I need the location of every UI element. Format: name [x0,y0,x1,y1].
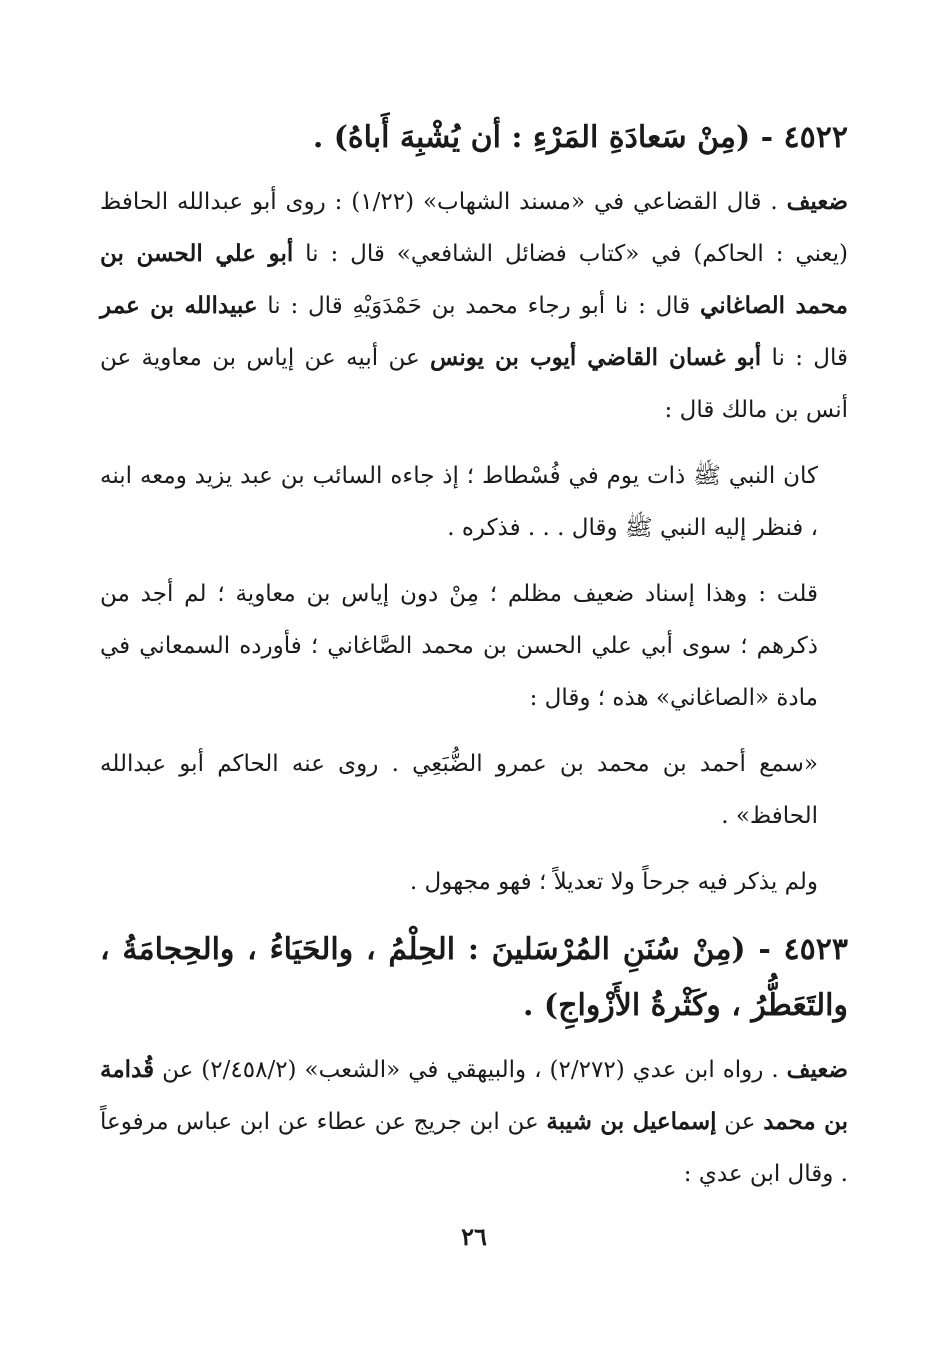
narrator-name: قُدامة بن محمد [100,1056,849,1135]
commentary-paragraph: قلت : وهذا إسناد ضعيف مظلم ؛ مِنْ دون إياس بن معاوية ؛ لم أجد من ذكرهم ؛ سوى أبي علي الحسن بن محمد الصَّاغاني ؛ فأورده السمعاني في مادة «الصاغاني» هذه ؛ وقال : [100,581,818,711]
hadith-heading-4522: ٤٥٢٢ - (مِنْ سَعادَةِ المَرْءِ : أن يُشْبِهَ أَباهُ) . [312,120,848,155]
hadith-heading-4523: ٤٥٢٣ - (مِنْ سُنَنِ المُرْسَلينَ : الحِلْمُ ، والحَيَاءُ ، والحِجامَةُ ، والتَعَطُّرُ ، وكَثْرةُ الأَزْواجِ) . [100,932,848,1023]
narrator-name: أبو غسان القاضي أيوب بن يونس [430,344,762,371]
takhrij-paragraph-4523 [100,1044,848,1200]
text-run: قال : نا [761,345,849,371]
narrator-name: أبو علي الحسن بن محمد الصاغاني [100,240,848,319]
narrator-name: إسماعيل بن شيبة [546,1108,717,1135]
grade-label: ضعيف [786,188,848,215]
page-number: ٢٦ [461,1222,487,1251]
text-run: عن [716,1109,764,1135]
grade-label: ضعيف [786,1056,849,1083]
text-run: عن أبيه عن إياس بن معاوية عن أنس بن مالك قال : [100,345,848,423]
text-run: عن ابن جريج عن عطاء عن ابن عباس مرفوعاً . وقال ابن عدي : [100,1109,848,1187]
text-run: قال : نا أبو رجاء محمد بن حَمْدَوَيْهِ قال : نا [257,293,701,319]
text-run: . رواه ابن عدي (٢/٢٧٢) ، والبيهقي في «الشعب» (٢/٤٥٨/٢) عن [154,1057,787,1083]
takhrij-paragraph-4522 [100,176,848,436]
page-body [100,110,848,1214]
text-run: . قال القضاعي في «مسند الشهاب» (١/٢٢) : روى أبو عبدالله الحافظ (يعني : الحاكم) في «كتاب فضائل الشافعي» قال : نا [100,189,848,267]
narrator-name: عبيدالله بن عمر [100,292,258,319]
conclusion-paragraph: ولم يذكر فيه جرحاً ولا تعديلاً ؛ فهو مجهول . [409,869,818,895]
quoted-samani: «سمع أحمد بن محمد بن عمرو الضُّبَعِي . روى عنه الحاكم أبو عبدالله الحافظ» . [100,751,818,829]
quoted-narration: كان النبي ﷺ ذات يوم في فُسْطاط ؛ إذ جاءه السائب بن عبد يزيد ومعه ابنه ، فنظر إليه النبي ﷺ وقال . . . فذكره . [100,463,818,541]
